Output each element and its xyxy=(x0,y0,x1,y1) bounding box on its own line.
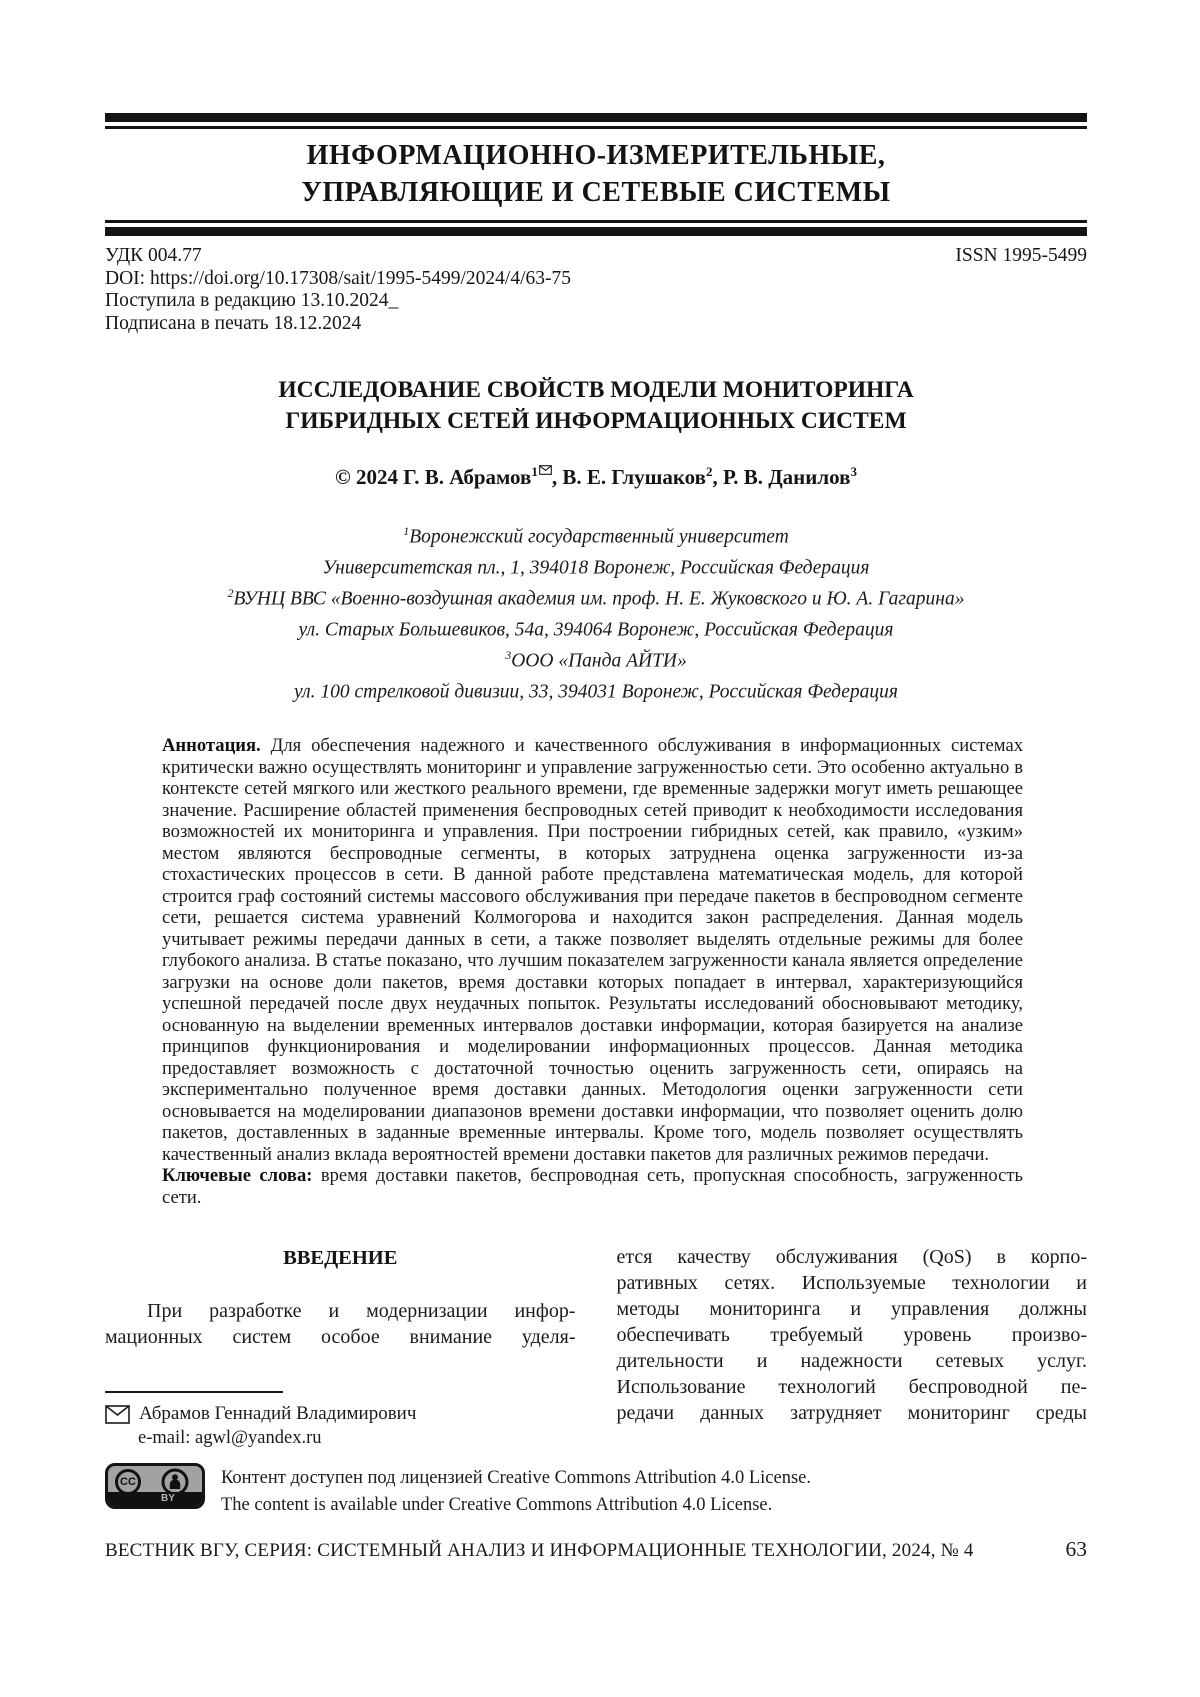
author-2: В. Е. Глушаков xyxy=(562,465,707,489)
cc-by-badge xyxy=(105,1463,205,1509)
author-sep-2: , xyxy=(712,465,724,489)
author-1-sup: 1 xyxy=(531,464,552,479)
intro-right-column xyxy=(617,1244,1088,1450)
author-2-sup: 2 xyxy=(706,464,713,479)
udk-label: УДК 004.77 xyxy=(105,245,202,266)
correspondence-name: Абрамов Геннадий Владимирович xyxy=(139,1403,417,1424)
footer-journal-title: ВЕСТНИК ВГУ, СЕРИЯ: СИСТЕМНЫЙ АНАЛИЗ И ИНФОРМАЦИОННЫЕ ТЕХНОЛОГИИ, 2024, № 4 xyxy=(105,1540,974,1561)
affiliation-line: $^2$ВУНЦ ВВС «Военно-воздушная академия им. проф. Н. Е. Жуковского и Ю. А. Гагарина» xyxy=(227,586,965,610)
author-1: Г. В. Абрамов xyxy=(403,465,532,489)
doi-line: DOI: https://doi.org/10.17308/sait/1995-5499/2024/4/63-75 xyxy=(105,267,572,289)
introduction-heading: ВВЕДЕНИЕ xyxy=(283,1247,398,1269)
article-meta xyxy=(105,245,1087,335)
article-title xyxy=(105,375,1087,437)
keywords-label: Ключевые слова: xyxy=(162,1165,313,1186)
license-text-ru: Контент доступен под лицензией Creative Commons Attribution 4.0 License. xyxy=(221,1468,811,1488)
band-rule-bottom-thin xyxy=(105,220,1087,223)
page-content xyxy=(105,0,1087,1562)
envelope-icon xyxy=(539,465,552,475)
intro-left-text: При разработке и модернизации инфор- мационных систем особое внимание уделя- xyxy=(105,1300,576,1348)
license-text-en: The content is available under Creative Commons Attribution 4.0 License. xyxy=(221,1494,773,1515)
affiliations xyxy=(105,519,1087,705)
intro-left-column xyxy=(105,1244,576,1450)
article-title-line1: ИССЛЕДОВАНИЕ СВОЙСТВ МОДЕЛИ МОНИТОРИНГА xyxy=(278,377,914,403)
affiliation-line: ул. Старых Большевиков, 54а, 394064 Воронеж, Российская Федерация xyxy=(298,619,894,641)
footnote-rule xyxy=(105,1391,283,1393)
correspondence-email: e-mail: agwl@yandex.ru xyxy=(138,1428,322,1448)
abstract-label: Аннотация. xyxy=(162,735,261,756)
license-row xyxy=(105,1463,1087,1518)
abstract-text: Для обеспечения надежного и качественного обслуживания в информационных системах критически важно осуществлять мониторинг и управление загруженностью сети. Это особенно актуально в контексте сетей мягкого или жесткого реального времени, где временные задержки могут иметь решающее значение. Расширение областей применения беспроводных сетей приводит к необходимости исследования возможностей их мониторинга и управления. При построении гибридных сетей, как правило, «узким» местом являются беспроводные сегменты, в которых затруднена оценка загруженности из-за стохастических процессов в сети. В данной работе представлена математическая модель, для которой строится граф состояний системы массового обслуживания при передаче пакетов в беспроводном сегменте сети, решается система уравнений Колмогорова и находится закон распределения. Данная модель учитывает режимы передачи данных в сети, а также позволяет выделять отдельные режимы для более глубокого анализа. В статье показано, что лучшим показателем загруженности канала является определение загрузки на основе доли пакетов, время доставки которых попадает в интервал, характеризующийся успешной передачей после двух неудачных попыток. Результаты исследований обосновывают методику, основанную на выделении временных интервалов доставки информации, которая базируется на анализе принципов функционирования и моделировании информационных процессов. Данная методика предоставляет возможность с достаточной точностью оценить загруженность сети, опираясь на экспериментально полученное время доставки данных. Методология оценки загруженности сети основывается на моделировании диапазонов времени доставки информации, что позволяет оценить долю пакетов, доставленных в заданные временные интервалы. Кроме того, модель позволяет осуществлять качественный анализ вклада вероятностей времени доставки пакетов для различных режимов передачи. xyxy=(162,735,1023,1165)
affiliation-line: $^3$ООО «Панда АЙТИ» xyxy=(505,648,687,672)
keywords-paragraph xyxy=(162,1165,1023,1208)
keywords-text: время доставки пакетов, беспроводная сеть, пропускная способность, загруженность сети. xyxy=(162,1165,1023,1208)
section-title-line2: УПРАВЛЯЮЩИЕ И СЕТЕВЫЕ СИСТЕМЫ xyxy=(301,177,891,208)
cc-icon: CC xyxy=(115,1469,141,1495)
correspondence-block xyxy=(105,1402,576,1426)
band-rule-bottom-thick xyxy=(105,227,1087,236)
abstract-paragraph xyxy=(162,735,1023,1165)
license-text xyxy=(221,1463,811,1518)
received-line: Поступила в редакцию 13.10.2024_ xyxy=(105,290,399,311)
intro-right-text: ется качеству обслуживания (QoS) в корпо- ративных сетях. Используемые технологии и методы мониторинга и управления должны обеспечивать требуемый уровень произво- дительности и надежности сетевых услуг. Использование технологий беспроводной пе- редачи данных затрудняет мониторинг среды xyxy=(616,1246,1087,1424)
affiliation-line: ул. 100 стрелковой дивизии, 33, 394031 Воронеж, Российская Федерация xyxy=(293,681,898,703)
introduction-columns xyxy=(105,1244,1087,1450)
cc-by-label: BY xyxy=(108,1492,202,1506)
issn-label: ISSN 1995-5499 xyxy=(955,245,1087,266)
journal-section-band xyxy=(105,113,1087,236)
page-number: 63 xyxy=(1065,1537,1087,1561)
affiliation-line: $^1$Воронежский государственный университет xyxy=(403,524,789,548)
byline xyxy=(105,464,1087,490)
signed-line: Подписана в печать 18.12.2024 xyxy=(105,312,362,334)
author-3: Р. В. Данилов xyxy=(723,465,851,489)
journal-section-title xyxy=(105,129,1087,220)
band-rule-top-thick xyxy=(105,113,1087,122)
section-title-line1: ИНФОРМАЦИОННО-ИЗМЕРИТЕЛЬНЫЕ, xyxy=(306,140,886,171)
abstract-block xyxy=(162,735,1023,1208)
envelope-icon xyxy=(105,1405,130,1424)
page-footer xyxy=(105,1537,1087,1562)
author-3-sup: 3 xyxy=(850,464,857,479)
affiliation-line: Университетская пл., 1, 394018 Воронеж, Российская Федерация xyxy=(322,557,870,579)
copyright-prefix: © 2024 xyxy=(335,465,404,489)
author-sep-1: , xyxy=(551,465,563,489)
article-title-line2: ГИБРИДНЫХ СЕТЕЙ ИНФОРМАЦИОННЫХ СИСТЕМ xyxy=(285,408,907,434)
